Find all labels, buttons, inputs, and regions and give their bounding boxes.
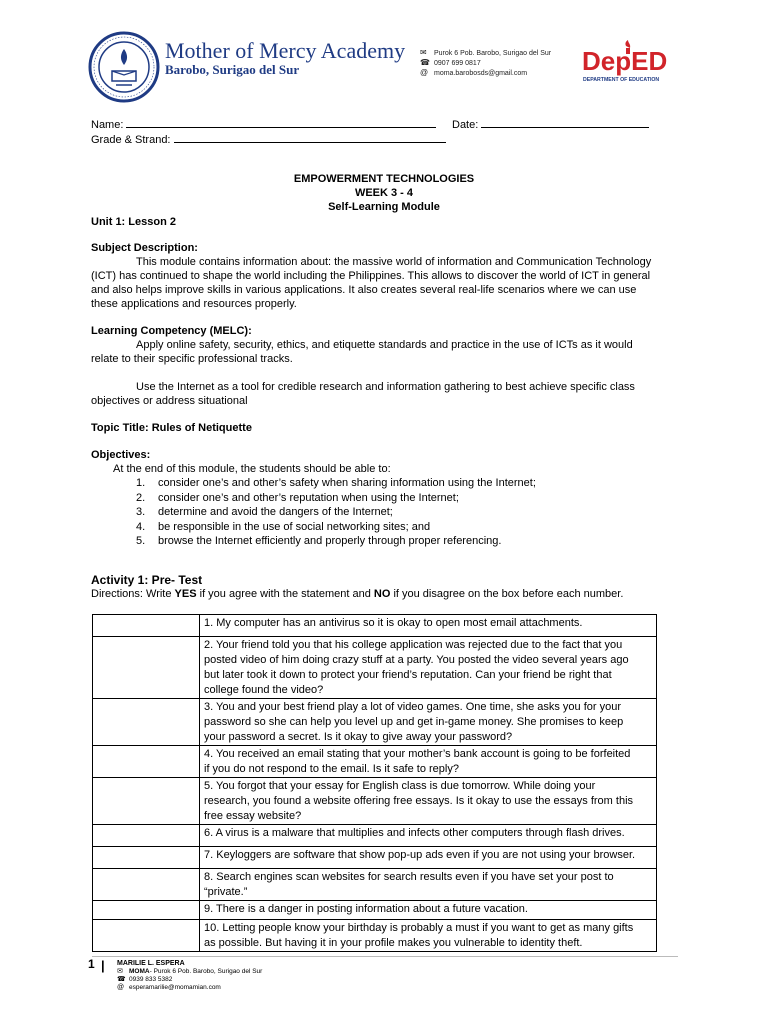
statement-line: 5. You forgot that your essay for English class is due tomorrow. While doing your xyxy=(204,780,596,792)
statement-cell xyxy=(200,746,657,778)
letterhead xyxy=(0,0,768,110)
footer-author: MARILIE L. ESPERA xyxy=(117,960,185,967)
statement-line: 2. Your friend told you that his college application was rejected due to the fact that you xyxy=(204,639,623,651)
competency-line: Apply online safety, security, ethics, and etiquette standards and practice in the use of ICTs as it would xyxy=(136,339,633,351)
table-row xyxy=(93,778,657,825)
statement-cell xyxy=(200,615,657,637)
statement-cell xyxy=(200,699,657,746)
table-row xyxy=(93,901,657,920)
statement-cell xyxy=(200,901,657,920)
footer-address-label: MOMA xyxy=(129,968,150,975)
answer-box[interactable] xyxy=(93,869,200,901)
list-item xyxy=(136,520,536,535)
date-blank[interactable] xyxy=(481,116,649,128)
statement-line: research, you found a website offering free essays. Is it okay to use the essays from this xyxy=(204,795,634,807)
footer-email xyxy=(117,984,221,992)
answer-box[interactable] xyxy=(93,920,200,952)
statement-line: 9. There is a danger in posting information about a future vacation. xyxy=(204,903,528,915)
unit-lesson: Unit 1: Lesson 2 xyxy=(91,216,176,228)
pretest-body xyxy=(93,615,657,952)
list-number: 4. xyxy=(136,520,146,533)
list-number: 5. xyxy=(136,535,146,548)
statement-line: password so she can help you level up and get in-game money. She promises to keep xyxy=(204,716,624,728)
mail-icon: ✉ xyxy=(420,48,427,57)
statement-line: posted video of him doing crazy stuff at a party. You posted the video several years ago xyxy=(204,654,629,666)
deped-wordmark: DepED xyxy=(582,46,668,76)
directions-text: Directions: Write xyxy=(91,588,175,600)
table-row xyxy=(93,746,657,778)
statement-cell xyxy=(200,920,657,952)
statement-cell xyxy=(200,825,657,847)
statement-line: “private.” xyxy=(204,886,248,898)
statement-line: 10. Letting people know your birthday is probably a must if you want to get as many gifts xyxy=(204,922,634,934)
answer-box[interactable] xyxy=(93,778,200,825)
table-row xyxy=(93,825,657,847)
school-location: Barobo, Surigao del Sur xyxy=(165,62,300,77)
subject-line: and also helps improve skills in various applications. It also creates several real-life scenarios where we can use xyxy=(91,284,637,296)
footer-phone xyxy=(117,976,172,984)
list-item xyxy=(136,476,536,491)
statement-cell xyxy=(200,637,657,699)
statement-line: but later took it down to protect your friend’s reputation. Can your friend be right that xyxy=(204,669,612,681)
list-number: 2. xyxy=(136,491,146,504)
contact-phone-text: 0907 699 0817 xyxy=(434,60,481,67)
statement-cell xyxy=(200,869,657,901)
answer-box[interactable] xyxy=(93,847,200,869)
table-row xyxy=(93,847,657,869)
contact-email-text: moma.barobosds@gmail.com xyxy=(434,70,528,77)
table-row xyxy=(93,920,657,952)
answer-box[interactable] xyxy=(93,901,200,920)
table-row xyxy=(93,637,657,699)
date-label: Date: xyxy=(452,119,479,131)
phone-icon: ☎ xyxy=(420,58,430,67)
footer-address xyxy=(117,968,262,976)
contact-address xyxy=(420,48,551,58)
activity-directions xyxy=(91,587,623,602)
date-field[interactable] xyxy=(452,116,649,133)
competency-line: relate to their specific professional tracks. xyxy=(91,353,293,365)
answer-box[interactable] xyxy=(93,637,200,699)
directions-text: if you disagree on the box before each number. xyxy=(390,588,624,600)
statement-line: 6. A virus is a malware that multiplies and infects other computers through flash drives. xyxy=(204,827,625,839)
footer-address-text: - Purok 6 Pob. Barobo, Surigao del Sur xyxy=(149,968,263,975)
yes-keyword: YES xyxy=(174,588,197,600)
grade-strand-label: Grade & Strand: xyxy=(91,134,171,146)
at-icon: @ xyxy=(117,984,125,991)
subject-heading: Subject Description: xyxy=(91,242,198,254)
school-seal-logo xyxy=(88,31,160,103)
competency-line: Use the Internet as a tool for credible research and information gathering to best achieve specific class xyxy=(136,381,635,393)
list-number: 1. xyxy=(136,477,146,489)
statement-line: 7. Keyloggers are software that show pop-up ads even if you are not using your browser. xyxy=(204,849,636,861)
table-row xyxy=(93,869,657,901)
statement-cell xyxy=(200,847,657,869)
footer-divider xyxy=(92,956,678,957)
name-label: Name: xyxy=(91,119,124,131)
page-number: 1 xyxy=(88,957,95,971)
statement-line: your password a secret. Is it okay to give away your password? xyxy=(204,731,513,743)
statement-line: college found the video? xyxy=(204,684,324,696)
subject-line: these applications and resources properly. xyxy=(91,298,297,310)
deped-logo xyxy=(582,40,678,84)
contact-email xyxy=(420,68,527,78)
footer-separator: | xyxy=(101,958,105,973)
subject-line: This module contains information about: the massive world of information and Communication Technology xyxy=(136,256,652,268)
directions-text: if you agree with the statement and xyxy=(196,588,374,600)
footer-phone-text: 0939 833 5382 xyxy=(129,976,173,983)
phone-icon: ☎ xyxy=(117,976,126,983)
objectives-list xyxy=(136,476,536,549)
competency-heading: Learning Competency (MELC): xyxy=(91,325,252,337)
contact-address-text: Purok 6 Pob. Barobo, Surigao del Sur xyxy=(434,50,552,57)
activity-heading: Activity 1: Pre- Test xyxy=(91,573,203,587)
footer-email-text: esperamarilie@momamian.com xyxy=(129,984,221,991)
module-title: EMPOWERMENT TECHNOLOGIES xyxy=(293,173,475,185)
contact-phone xyxy=(420,58,481,68)
statement-line: 4. You received an email stating that your mother’s bank account is going to be forfeited xyxy=(204,748,631,760)
at-icon: @ xyxy=(420,68,429,77)
answer-box[interactable] xyxy=(93,615,200,637)
statement-line: 8. Search engines scan websites for search results even if you have set your post to xyxy=(204,871,614,883)
statement-line: 3. You and your best friend play a lot of video games. One time, she asks you for your xyxy=(204,701,622,713)
objectives-intro: At the end of this module, the students should be able to: xyxy=(113,463,391,475)
grade-strand-field[interactable] xyxy=(91,131,446,148)
answer-box[interactable] xyxy=(93,746,200,778)
module-subtitle: Self-Learning Module xyxy=(328,201,440,213)
pretest-table xyxy=(92,614,657,952)
list-text: consider one’s and other’s safety when sharing information using the Internet; xyxy=(158,477,536,489)
statement-line: 1. My computer has an antivirus so it is okay to open most email attachments. xyxy=(204,617,583,629)
mail-icon: ✉ xyxy=(117,968,123,975)
school-name: Mother of Mercy Academy xyxy=(165,38,406,63)
statement-cell xyxy=(200,778,657,825)
objectives-heading: Objectives: xyxy=(91,449,151,461)
deped-subtitle: DEPARTMENT OF EDUCATION xyxy=(583,77,660,83)
name-blank[interactable] xyxy=(126,116,436,128)
table-row xyxy=(93,699,657,746)
list-item xyxy=(136,534,536,549)
subject-line: (ICT) has continued to shape the world including the Philippines. This allows to discover the world of ICT in general xyxy=(91,270,651,282)
table-row xyxy=(93,615,657,637)
module-week: WEEK 3 - 4 xyxy=(354,187,414,199)
statement-line: as possible. But having it in your profile makes you vulnerable to identity theft. xyxy=(204,937,583,949)
no-keyword: NO xyxy=(373,588,391,600)
list-number: 3. xyxy=(136,506,146,519)
statement-line: if you do not respond to the email. Is it safe to reply? xyxy=(204,763,459,775)
list-item xyxy=(136,491,536,506)
list-text: consider one’s and other’s reputation when using the Internet; xyxy=(158,491,459,504)
topic-title: Topic Title: Rules of Netiquette xyxy=(91,422,252,434)
competency-line: objectives or address situational xyxy=(91,395,248,407)
grade-strand-blank[interactable] xyxy=(174,131,446,143)
list-item xyxy=(136,505,536,520)
list-text: be responsible in the use of social networking sites; and xyxy=(158,520,431,533)
list-text: browse the Internet efficiently and properly through proper referencing. xyxy=(158,535,502,548)
list-text: determine and avoid the dangers of the Internet; xyxy=(158,506,393,519)
answer-box[interactable] xyxy=(93,825,200,847)
statement-line: free essay website? xyxy=(204,810,302,822)
answer-box[interactable] xyxy=(93,699,200,746)
